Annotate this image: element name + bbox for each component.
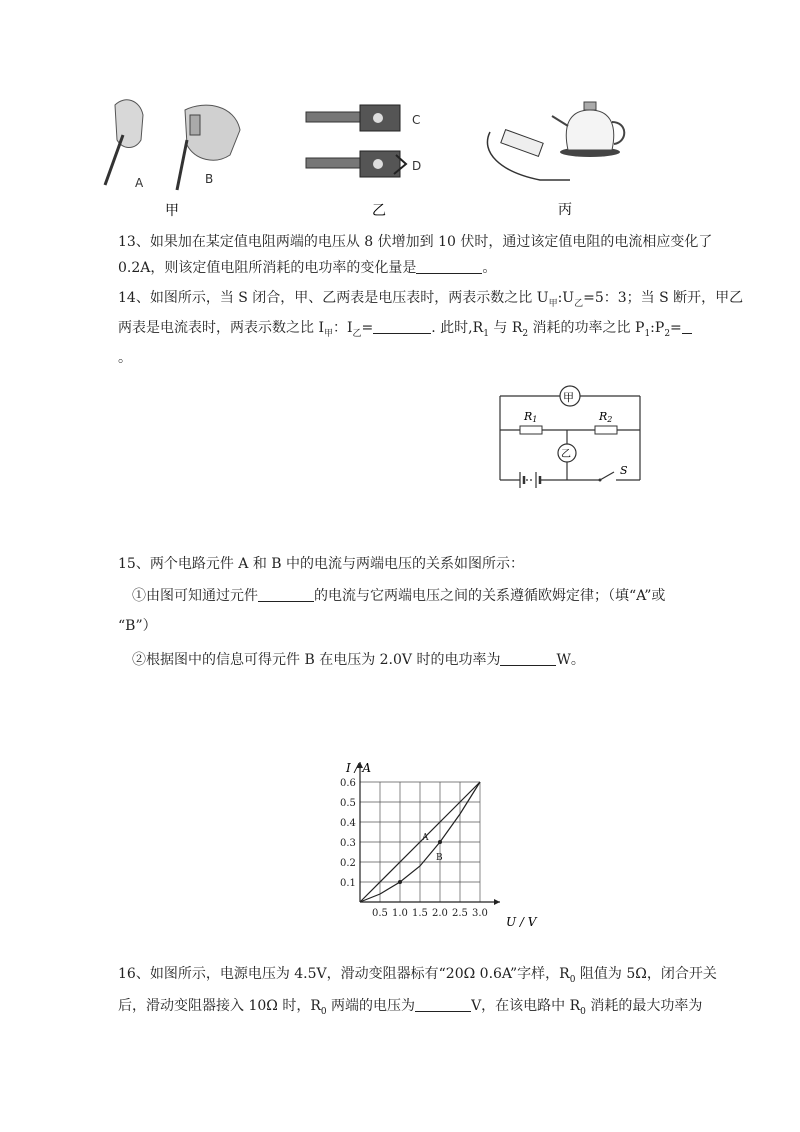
q16-text-2b: 两端的电压为 xyxy=(326,998,416,1014)
q14-text-2g: :P xyxy=(650,320,665,336)
y-tick-label: 0.6 xyxy=(340,778,356,789)
q13-answer-blank[interactable] xyxy=(416,259,482,274)
q16-sub-0: 0 xyxy=(569,974,576,985)
meter-yi-label: 乙 xyxy=(561,449,571,460)
q14-sub-2: 2 xyxy=(522,328,529,339)
caption-bing: 丙 xyxy=(558,202,572,218)
q13-text-a: 0.2A，则该定值电阻所消耗的电功率的变化量是 xyxy=(118,260,417,276)
figure-bing xyxy=(480,92,640,220)
q15-line2 xyxy=(132,586,665,606)
q14-line3: 。 xyxy=(118,350,132,366)
r2-label xyxy=(598,410,612,424)
x-axis-arrow xyxy=(494,899,500,905)
q15-line4 xyxy=(132,650,585,670)
series-label-b: B xyxy=(436,853,443,863)
q16-text-1a: 16、如图所示，电源电压为 4.5V，滑动变阻器标有“20Ω 0.6A”字样，R xyxy=(118,966,570,982)
q14-sub-jia: 甲 xyxy=(548,298,558,309)
q16-sub-0-3: 0 xyxy=(580,1006,586,1017)
y-tick-label: 0.5 xyxy=(340,798,356,809)
q14-text-2f: 消耗的功率之比 P xyxy=(528,320,645,336)
y-tick-label: 0.2 xyxy=(340,858,356,869)
figure-yi xyxy=(298,100,438,220)
x-tick-label: 2.0 xyxy=(432,908,448,919)
y-tick-label: 0.4 xyxy=(340,818,356,829)
q14-text-2a: 两表是电流表时，两表示数之比 I xyxy=(118,320,324,336)
r2-label-sub: 2 xyxy=(607,415,613,424)
q14-text-2d: . 此时,R xyxy=(431,320,484,336)
iu-chart xyxy=(330,760,537,940)
q15-text-4b: W。 xyxy=(556,652,585,668)
q14-sub-jia-2: 甲 xyxy=(323,328,333,339)
q14-circuit-diagram xyxy=(492,382,647,490)
label-d: D xyxy=(412,159,422,173)
q16-line1 xyxy=(118,964,717,990)
x-tick-label: 1.0 xyxy=(392,908,408,919)
q14-text-2b: ：I xyxy=(333,320,353,336)
q14-text-c: =5：3；当 S 断开，甲乙 xyxy=(583,290,744,306)
x-tick-label: 3.0 xyxy=(472,908,488,919)
q14-sub-p1: 1 xyxy=(644,328,651,339)
q16-text-2c: V，在该电路中 R xyxy=(471,998,581,1014)
q16-text-1b: 阻值为 5Ω，闭合开关 xyxy=(575,966,717,982)
q14-sub-yi-2: 乙 xyxy=(352,328,362,339)
r1-label xyxy=(523,410,537,424)
chart-xlabel: U / V xyxy=(506,915,537,929)
q14-text-b: :U xyxy=(557,290,575,306)
q14-text-2h: = xyxy=(670,320,682,336)
q14-text-a: 14、如图所示，当 S 闭合，甲、乙两表是电压表时，两表示数之比 U xyxy=(118,290,549,306)
y-tick-label: 0.3 xyxy=(340,838,356,849)
r1-label-base: R xyxy=(524,410,533,423)
chart-ylabel: I / A xyxy=(346,761,372,775)
series-b-point xyxy=(398,880,402,884)
q14-sub-yi: 乙 xyxy=(574,298,584,309)
resistor-r2 xyxy=(595,426,617,434)
q15-line1: 15、两个电路元件 A 和 B 中的电流与两端电压的关系如图所示： xyxy=(118,556,525,572)
label-c: C xyxy=(412,113,421,127)
q14-text-2e: 与 R xyxy=(488,320,523,336)
figure-jia xyxy=(95,95,255,220)
battery-icon xyxy=(520,472,540,488)
y-tick-label: 0.1 xyxy=(340,878,356,889)
q15-text-2a: ①由图可知通过元件 xyxy=(132,588,258,604)
series-b-point xyxy=(438,840,442,844)
label-a: A xyxy=(135,176,144,190)
resistor-r1 xyxy=(520,426,542,434)
q14-text-2c: = xyxy=(361,320,374,336)
q16-text-2d: 消耗的最大功率为 xyxy=(585,998,703,1014)
switch-label: S xyxy=(620,464,628,477)
q15-text-4a: ②根据图中的信息可得元件 B 在电压为 2.0V 时的电功率为 xyxy=(132,652,501,668)
q16-line2 xyxy=(118,996,702,1022)
x-tick-label: 2.5 xyxy=(452,908,468,919)
q15-answer-blank-1[interactable] xyxy=(258,587,314,602)
r2-label-base: R xyxy=(599,410,608,423)
caption-yi: 乙 xyxy=(372,203,386,219)
q16-sub-0-2: 0 xyxy=(320,1006,327,1017)
r1-label-sub: 1 xyxy=(532,415,538,424)
q15-text-2b: 的电流与它两端电压之间的关系遵循欧姆定律；（填“A”或 xyxy=(314,588,666,604)
q13-line1: 13、如果加在某定值电阻两端的电压从 8 伏增加到 10 伏时，通过该定值电阻的电流相应变化了 xyxy=(118,234,713,250)
series-label-a: A xyxy=(422,833,429,843)
q16-answer-blank-1[interactable] xyxy=(415,997,471,1012)
q14-answer-blank-1[interactable] xyxy=(373,319,431,334)
q16-text-2a: 后，滑动变阻器接入 10Ω 时，R xyxy=(118,998,321,1014)
q15-answer-blank-2[interactable] xyxy=(500,651,556,666)
q14-sub-1: 1 xyxy=(483,328,489,339)
q14-line1 xyxy=(118,288,743,314)
x-tick-label: 0.5 xyxy=(372,908,388,919)
q13-line2 xyxy=(118,258,496,278)
caption-jia: 甲 xyxy=(165,203,179,219)
x-tick-label: 1.5 xyxy=(412,908,428,919)
meter-jia-label: 甲 xyxy=(563,391,574,404)
q14-answer-blank-2[interactable] xyxy=(682,319,692,334)
q14-line2 xyxy=(118,318,692,344)
q14-sub-p2: 2 xyxy=(664,328,671,339)
label-b: B xyxy=(205,172,214,186)
switch-icon xyxy=(599,479,602,482)
q15-line3: “B”） xyxy=(118,618,157,634)
q13-text-b: 。 xyxy=(482,260,497,276)
